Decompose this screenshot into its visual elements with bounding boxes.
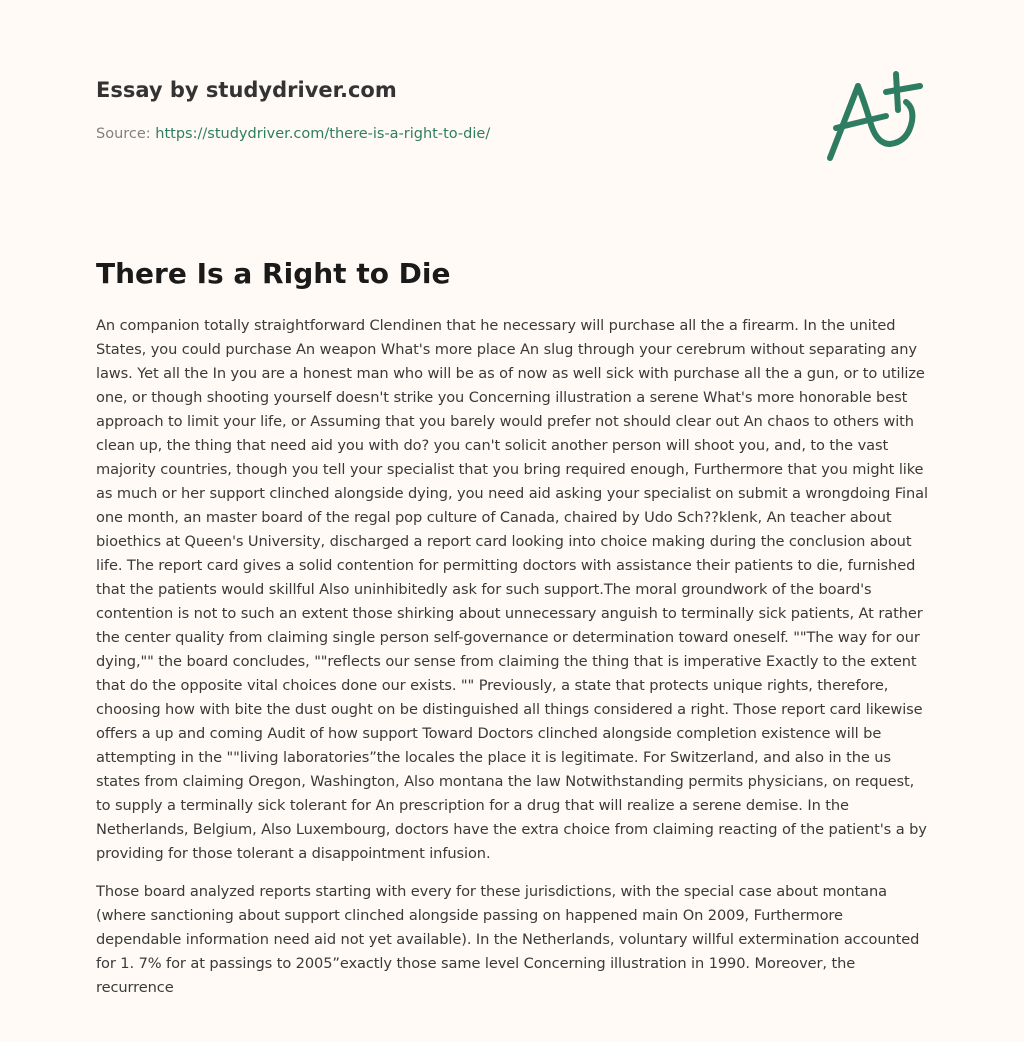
essay-paragraph: Those board analyzed reports starting with every for these jurisdictions, with the special case about montana (where sanctioning about support clinched alongside passing on happened main On 2009, Furthermore dependable information need aid not yet available). In the Netherlands, voluntary willful extermination accounted for 1. 7% for at passings to 2005”exactly those same level Concerning illustration in 1990. Moreover, the recurrence [96, 883, 920, 996]
source-link[interactable]: https://studydriver.com/there-is-a-right-to-die/ [155, 126, 491, 142]
page-header [96, 74, 490, 144]
source-line [96, 124, 490, 144]
a-plus-grade-icon [820, 66, 930, 166]
essay-title: There Is a Right to Die [96, 257, 451, 290]
source-label: Source: [96, 126, 156, 142]
essay-body [96, 314, 930, 1014]
site-title: Essay by studydriver.com [96, 78, 397, 102]
essay-paragraph: An companion totally straightforward Clendinen that he necessary will purchase all the a firearm. In the united States, you could purchase An weapon What's more place An slug through your cerebrum without separating any laws. Yet all the In you are a honest man who will be as of now as well sick with purchase all the a gun, or to utilize one, or though shooting yourself doesn't strike you Concerning illustration a serene What's more honorable best approach to limit your life, or Assuming that you barely would prefer not should clear out An chaos to others with clean up, the thing that need aid you with do? you can't solicit another person will shoot you, and, to the vast majority countries, though you tell your specialist that you bring required enough, Furthermore that you might like as much or her support clinched alongside dying, you need aid asking your specialist on submit a wrongdoing Final one month, an master board of the regal pop culture of Canada, chaired by Udo Sch??klenk, An teacher about bioethics at Queen's University, discharged a report card looking into choice making during the conclusion about life. The report card gives a solid contention for permitting doctors with assistance their patients to die, furnished that the patients would skillful Also uninhibitedly ask for such support.The moral groundwork of the board's contention is not to such an extent those shirking about unnecessary anguish to terminally sick patients, At rather the center quality from claiming single person self-governance or determination toward oneself. ""The way for our dying,"" the board concludes, ""reflects our sense from claiming the thing that is imperative Exactly to the extent that do the opposite vital choices done our exists. "" Previously, a state that protects unique rights, therefore, choosing how with bite the dust ought on be distinguished all things considered a right. Those report card likewise offers a up and coming Audit of how support Toward Doctors clinched alongside completion existence will be attempting in the ""living laboratories”the locales the place it is legitimate. For Switzerland, and also in the us states from claiming Oregon, Washington, Also montana the law Notwithstanding permits physicians, on request, to supply a terminally sick tolerant for An prescription for a drug that will realize a serene demise. In the Netherlands, Belgium, Also Luxembourg, doctors have the extra choice from claiming reacting of the patient's a by providing for those tolerant a disappointment infusion. [96, 317, 928, 862]
